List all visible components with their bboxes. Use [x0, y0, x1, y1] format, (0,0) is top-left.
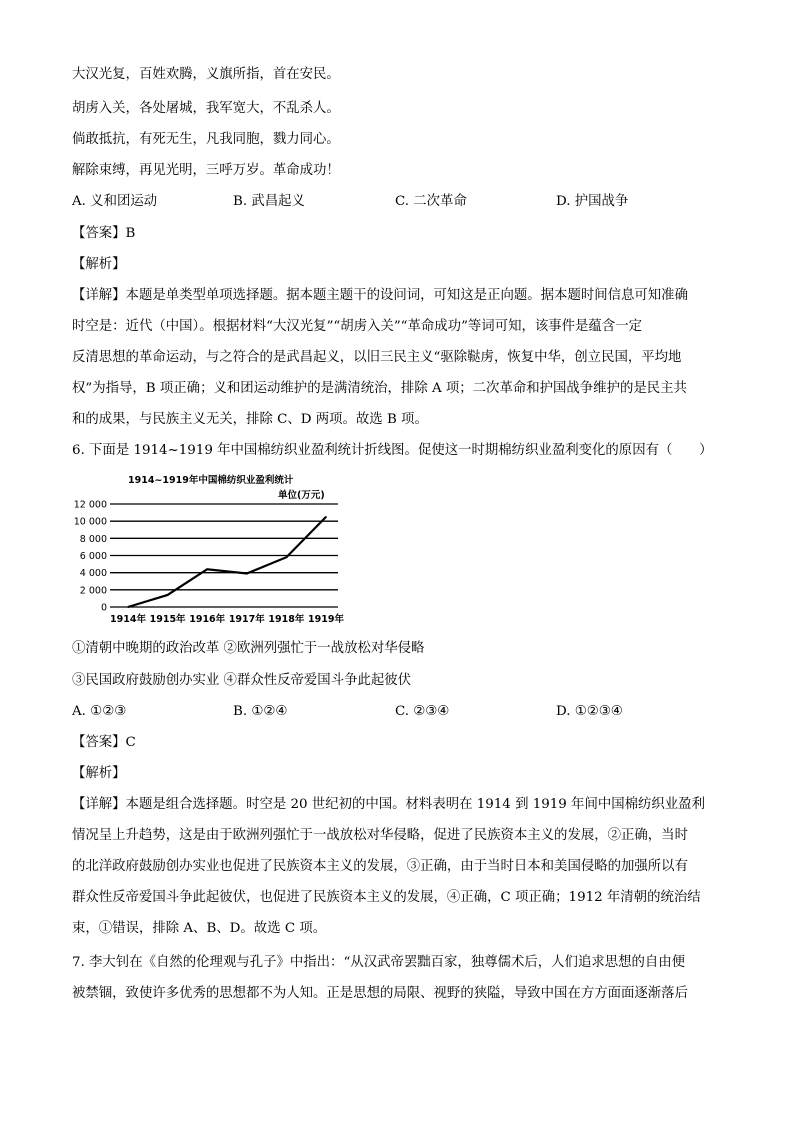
q6-option-d: D. ①②③④	[556, 704, 623, 719]
x-tick-label: 1919年	[308, 614, 344, 625]
chart-title: 1914~1919年中国棉纺织业盈利统计	[128, 475, 294, 486]
poem-line-4: 解除束缚，再见光明，三呼万岁。革命成功！	[72, 163, 340, 178]
q6-statement-1: ①清朝中晚期的政治改革 ②欧洲列强忙于一战放松对华侵略	[72, 641, 425, 656]
q7-line-2: 被禁锢，致使许多优秀的思想都不为人知。正是思想的局限、视野的狭隘，导致中国在方方面面逐渐落后	[72, 986, 688, 1001]
q7-line-1: 7. 李大钊在《自然的伦理观与孔子》中指出：“从汉武帝罢黜百家，独尊儒术后，人们追求思想的自由便	[72, 955, 686, 970]
chart-gridlines	[110, 504, 338, 607]
chart-unit-label: 单位(万元)	[278, 490, 325, 501]
y-tick-label: 6 000	[79, 551, 107, 562]
x-tick-label: 1917年	[228, 614, 265, 625]
data-point	[325, 516, 327, 518]
x-tick-label: 1914年	[110, 614, 146, 625]
q6-detail-5: 束，①错误，排除 A、B、D。故选 C 项。	[72, 921, 327, 936]
x-tick-label: 1915年	[149, 614, 186, 625]
profit-series-line	[128, 517, 326, 607]
poem-line-3: 倘敢抵抗，有死无生，凡我同胞，戮力同心。	[72, 132, 340, 147]
chart-data-points	[127, 516, 327, 608]
data-point	[286, 556, 288, 558]
q5-option-c: C. 二次革命	[395, 194, 467, 209]
q5-detail-1: 【详解】本题是单类型单项选择题。据本题主题干的设问词，可知这是正向题。据本题时间信息可知准确	[72, 288, 688, 303]
q5-analysis-label: 【解析】	[72, 257, 126, 272]
q6-statement-2: ③民国政府鼓励创办实业 ④群众性反帝爱国斗争此起彼伏	[72, 673, 412, 688]
chart-x-axis	[110, 613, 344, 625]
poem-line-1: 大汉光复，百姓欢腾，义旗所指，首在安民。	[72, 67, 340, 82]
q6-detail-4: 群众性反帝爱国斗争此起彼伏，也促进了民族资本主义的发展，④正确，C 项正确；1912 年清朝的统治结	[72, 890, 701, 905]
y-tick-label: 4 000	[79, 568, 107, 580]
q6-option-a: A. ①②③	[72, 704, 127, 719]
q5-detail-2: 时空是：近代（中国）。根据材料“大汉光复”“胡虏入关”“革命成功”等词可知，该事件是蕴含一定	[72, 319, 642, 334]
poem-line-2: 胡虏入关，各处屠城，我军宽大，不乱杀人。	[72, 101, 340, 116]
q6-stem: 6. 下面是 1914~1919 年中国棉纺织业盈利统计折线图。促使这一时期棉纺织业盈利变化的原因有（ ）	[72, 443, 713, 458]
y-tick-label: 0	[100, 602, 107, 614]
q5-answer: 【答案】B	[72, 226, 136, 241]
profit-line-chart	[72, 470, 352, 630]
chart-y-axis	[74, 500, 107, 614]
x-tick-label: 1918年	[268, 614, 305, 625]
data-point	[206, 568, 208, 570]
q6-detail-2: 情况呈上升趋势，这是由于欧洲列强忙于一战放松对华侵略，促进了民族资本主义的发展，②正确，当时	[72, 828, 688, 843]
y-tick-label: 2 000	[79, 585, 107, 597]
q6-answer: 【答案】C	[72, 735, 136, 750]
y-tick-label: 10 000	[73, 516, 107, 528]
x-tick-label: 1916年	[189, 614, 226, 625]
y-tick-label: 8 000	[79, 533, 107, 545]
q5-detail-3: 反清思想的革命运动，与之符合的是武昌起义，以旧三民主义“驱除鞑虏，恢复中华，创立民国，平均地	[72, 350, 682, 365]
q5-detail-5: 和的成果，与民族主义无关，排除 C、D 两项。故选 B 项。	[72, 412, 428, 427]
data-point	[167, 594, 169, 596]
q6-option-b: B. ①②④	[233, 704, 288, 719]
q6-detail-3: 的北洋政府鼓励创办实业也促进了民族资本主义的发展，③正确，由于当时日本和美国侵略的加强所以有	[72, 859, 688, 874]
q5-option-a: A. 义和团运动	[72, 194, 158, 209]
data-point	[127, 606, 129, 608]
q5-option-b: B. 武昌起义	[233, 194, 305, 209]
y-tick-label: 12 000	[73, 499, 107, 511]
q5-detail-4: 权”为指导，B 项正确；义和团运动维护的是满清统治，排除 A 项；二次革命和护国战争维护的是民主共	[72, 381, 687, 396]
data-point	[246, 573, 248, 575]
q6-detail-1: 【详解】本题是组合选择题。时空是 20 世纪初的中国。材料表明在 1914 到 1919 年间中国棉纺织业盈利	[72, 797, 705, 812]
q6-analysis-label: 【解析】	[72, 766, 126, 781]
q5-option-d: D. 护国战争	[556, 194, 629, 209]
q6-option-c: C. ②③④	[395, 704, 450, 719]
